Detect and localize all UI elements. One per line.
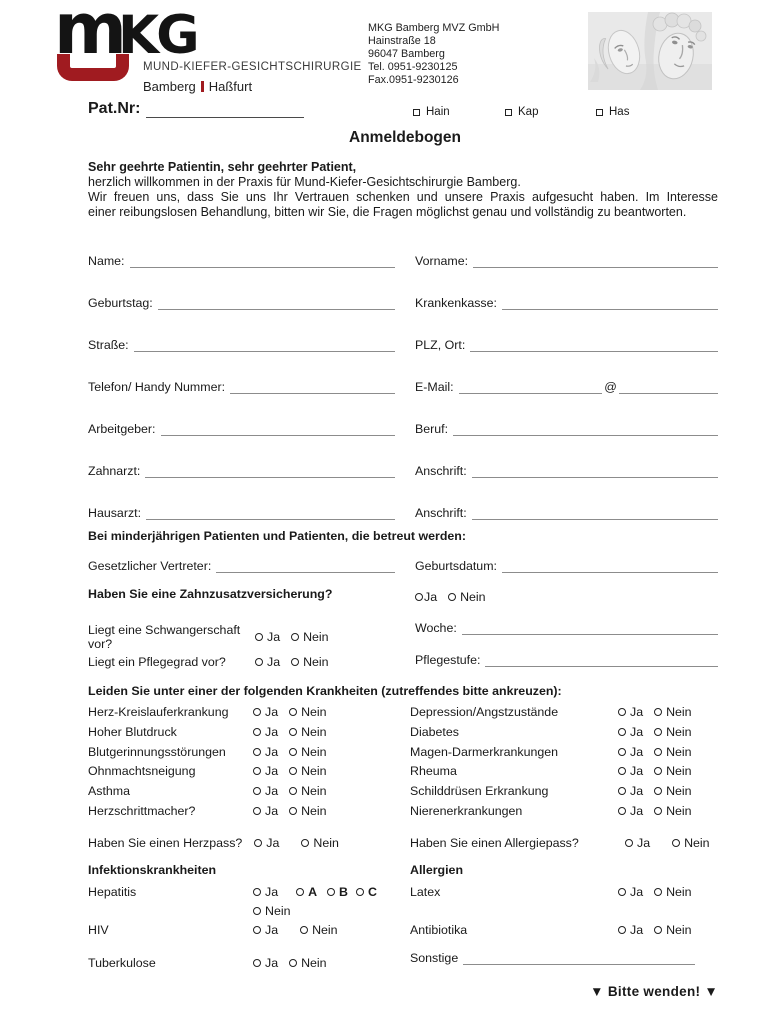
kap-checkbox[interactable]: [505, 109, 512, 116]
ja-label: Ja: [630, 705, 644, 719]
plz-ort-input-line[interactable]: [470, 338, 718, 352]
radio-nein[interactable]: [654, 787, 662, 795]
care-grade-radios: [255, 655, 329, 669]
nein-label: Nein: [301, 725, 327, 739]
location-option-hain: [413, 106, 450, 118]
ja-label: Ja: [630, 804, 644, 818]
field-row-zahnarzt: [88, 460, 718, 478]
disease-label: Ohnmachtsneigung: [88, 764, 196, 778]
care-grade-question: Liegt ein Pflegegrad vor?: [88, 655, 226, 669]
vorname-input-line[interactable]: [473, 254, 718, 268]
disease-label: Herz-Kreislauferkrankung: [88, 705, 229, 719]
field-row-geburtstag: [88, 292, 718, 310]
address-line: 96047 Bamberg: [368, 48, 445, 60]
dental-insurance-question: Haben Sie eine Zahnzusatzversicherung?: [88, 587, 333, 601]
ja-nein-radios: [253, 725, 410, 739]
ja-label: Ja: [630, 764, 644, 778]
nein-label: Nein: [312, 923, 338, 937]
ja-nein-radios: [625, 836, 718, 850]
zahnarzt-input-line[interactable]: [145, 464, 395, 478]
telefon-label: Telefon/ Handy Nummer:: [88, 380, 226, 394]
field-row-hausarzt: [88, 502, 718, 520]
pflegestufe-label: Pflegestufe:: [415, 653, 481, 667]
hiv-row: [88, 923, 718, 937]
hepatitis-type-b-label: B: [339, 885, 348, 899]
radio-ja[interactable]: [618, 767, 626, 775]
pregnancy-radios: [255, 630, 329, 644]
nein-label: Nein: [301, 705, 327, 719]
nein-label: Nein: [684, 836, 710, 850]
nein-label: Nein: [666, 804, 692, 818]
radio-ja[interactable]: [618, 888, 626, 896]
radio-ja[interactable]: [415, 593, 423, 601]
disease-label: Rheuma: [410, 764, 457, 778]
ja-nein-radios: [618, 705, 718, 719]
ja-label: Ja: [424, 590, 438, 604]
intro-line: einer reibungslosen Behandlung, bitten wir Sie, die Fragen möglichst genau und vollständig zu beantworten.: [88, 205, 687, 219]
ja-nein-radios: [618, 745, 718, 759]
logo-subtitle: MUND-KIEFER-GESICHTSCHIRURGIE: [143, 61, 362, 73]
email-label: E-Mail:: [415, 380, 454, 394]
ja-label: Ja: [265, 764, 279, 778]
beruf-input-line[interactable]: [453, 422, 718, 436]
email-local-input-line[interactable]: [459, 380, 603, 394]
intro-line: herzlich willkommen in der Praxis für Mund-Kiefer-Gesichtschirurgie Bamberg.: [88, 175, 521, 189]
ja-label: Ja: [266, 836, 280, 850]
ja-label: Ja: [265, 804, 279, 818]
ja-nein-radios: [253, 764, 410, 778]
practice-address: [368, 22, 499, 87]
radio-nein[interactable]: [654, 748, 662, 756]
patnr-row: [88, 100, 304, 118]
nein-label: Nein: [666, 885, 692, 899]
pflegestufe-input-line[interactable]: [485, 653, 718, 667]
radio-hepatitis-a[interactable]: [296, 888, 304, 896]
krankenkasse-input-line[interactable]: [502, 296, 718, 310]
arbeitgeber-input-line[interactable]: [161, 422, 395, 436]
disease-label: Nierenerkrankungen: [410, 804, 523, 818]
field-row-pflegestufe: [415, 649, 718, 667]
logo-city-separator: [201, 81, 204, 92]
disease-row: [88, 745, 718, 759]
allergies-heading: Allergien: [410, 863, 464, 877]
radio-nein[interactable]: [289, 767, 297, 775]
nein-label: Nein: [265, 904, 291, 918]
diseases-heading: Leiden Sie unter einer der folgenden Krankheiten (zutreffendes bitte ankreuzen):: [88, 684, 562, 698]
nein-label: Nein: [301, 764, 327, 778]
radio-nein[interactable]: [291, 633, 299, 641]
nein-label: Nein: [460, 590, 486, 604]
radio-nein[interactable]: [301, 839, 309, 847]
dental-insurance-radios: [415, 590, 486, 604]
geburtsdatum-label: Geburtsdatum:: [415, 559, 497, 573]
radio-ja[interactable]: [618, 748, 626, 756]
telefon-input-line[interactable]: [230, 380, 395, 394]
nein-label: Nein: [666, 784, 692, 798]
geburtstag-input-line[interactable]: [158, 296, 395, 310]
ja-nein-radios: [253, 745, 410, 759]
ja-label: Ja: [637, 836, 651, 850]
ja-label: Ja: [630, 725, 644, 739]
nein-label: Nein: [301, 745, 327, 759]
passes-row: [88, 836, 718, 850]
radio-ja[interactable]: [618, 926, 626, 934]
hepatitis-type-c-label: C: [368, 885, 377, 899]
ja-label: Ja: [265, 705, 279, 719]
intro-salutation: Sehr geehrte Patientin, sehr geehrter Patient,: [88, 160, 357, 174]
ja-nein-radios: [253, 784, 410, 798]
disease-row: [88, 725, 718, 739]
radio-nein[interactable]: [654, 767, 662, 775]
radio-nein[interactable]: [289, 708, 297, 716]
radio-ja[interactable]: [253, 748, 261, 756]
logo-kg-letters: KG: [118, 8, 197, 60]
heart-pass-group: [88, 836, 410, 850]
has-checkbox[interactable]: [596, 109, 603, 116]
strasse-label: Straße:: [88, 338, 129, 352]
zahnarzt-label: Zahnarzt:: [88, 464, 141, 478]
radio-nein[interactable]: [289, 959, 297, 967]
strasse-input-line[interactable]: [134, 338, 395, 352]
allergy-pass-question: Haben Sie einen Allergiepass?: [410, 836, 579, 850]
radio-nein[interactable]: [291, 658, 299, 666]
field-row-telefon-email: [88, 376, 718, 394]
ja-label: Ja: [630, 745, 644, 759]
radio-ja[interactable]: [255, 633, 263, 641]
nein-label: Nein: [666, 705, 692, 719]
nein-label: Nein: [666, 764, 692, 778]
radio-hepatitis-c[interactable]: [356, 888, 364, 896]
pregnancy-row: [88, 623, 329, 651]
address-line: Fax.0951-9230126: [368, 74, 459, 86]
woche-label: Woche:: [415, 621, 457, 635]
disease-label: Depression/Angstzustände: [410, 705, 559, 719]
ja-nein-radios: [618, 885, 718, 899]
logo-red-u-mark: [57, 54, 129, 81]
page-title: Anmeldebogen: [349, 129, 461, 146]
vertreter-input-line[interactable]: [216, 559, 395, 573]
address-line: Hainstraße 18: [368, 35, 436, 47]
tuberculosis-row: [88, 956, 718, 970]
email-at-sign: @: [604, 380, 617, 394]
ja-label: Ja: [265, 923, 279, 937]
disease-label: Diabetes: [410, 725, 459, 739]
nein-label: Nein: [301, 804, 327, 818]
arbeitgeber-label: Arbeitgeber:: [88, 422, 156, 436]
ja-nein-radios: [618, 923, 718, 937]
beruf-label: Beruf:: [415, 422, 449, 436]
radio-ja[interactable]: [253, 728, 261, 736]
logo-city-left: Bamberg: [143, 79, 196, 94]
disease-row: [88, 764, 718, 778]
radio-ja[interactable]: [254, 839, 262, 847]
geburtstag-label: Geburtstag:: [88, 296, 153, 310]
turn-page-note: ▼ Bitte wenden! ▼: [590, 984, 718, 999]
nein-label: Nein: [666, 923, 692, 937]
disease-label: Schilddrüsen Erkrankung: [410, 784, 549, 798]
geburtsdatum-input-line[interactable]: [502, 559, 718, 573]
disease-label: Hoher Blutdruck: [88, 725, 177, 739]
ja-label: Ja: [267, 655, 281, 669]
radio-nein[interactable]: [289, 787, 297, 795]
radio-ja[interactable]: [253, 959, 261, 967]
ja-nein-radios: [253, 705, 410, 719]
name-label: Name:: [88, 254, 125, 268]
ja-label: Ja: [265, 784, 279, 798]
disease-row: [88, 804, 718, 818]
mkg-logo: [54, 8, 224, 60]
hausarzt-anschrift-label: Anschrift:: [415, 506, 467, 520]
ja-label: Ja: [630, 885, 644, 899]
radio-ja[interactable]: [618, 728, 626, 736]
field-row-arbeitgeber: [88, 418, 718, 436]
name-input-line[interactable]: [130, 254, 396, 268]
disease-label: Magen-Darmerkrankungen: [410, 745, 559, 759]
ja-label: Ja: [630, 784, 644, 798]
ja-nein-radios: [618, 804, 718, 818]
infections-heading: Infektionskrankheiten: [88, 863, 217, 877]
ja-label: Ja: [265, 725, 279, 739]
vertreter-label: Gesetzlicher Vertreter:: [88, 559, 212, 573]
ja-label: Ja: [265, 885, 279, 899]
hepatitis-row: [88, 885, 718, 899]
sonstige-label: Sonstige: [410, 951, 459, 965]
logo-city-right: Haßfurt: [208, 79, 253, 94]
ja-label: Ja: [630, 923, 644, 937]
ja-nein-radios: [618, 764, 718, 778]
hausarzt-input-line[interactable]: [146, 506, 395, 520]
ja-nein-radios: [253, 923, 410, 937]
radio-nein[interactable]: [654, 708, 662, 716]
vorname-label: Vorname:: [415, 254, 469, 268]
radio-ja[interactable]: [253, 807, 261, 815]
ja-nein-radios: [618, 784, 718, 798]
minors-heading: Bei minderjährigen Patienten und Patienten, die betreut werden:: [88, 529, 466, 543]
ja-label: Ja: [265, 956, 279, 970]
hausarzt-label: Hausarzt:: [88, 506, 142, 520]
hain-label: Hain: [426, 106, 450, 118]
field-row-name: [88, 250, 718, 268]
pregnancy-question: Liegt eine Schwangerschaft vor?: [88, 623, 241, 651]
logo-cities: [143, 79, 252, 94]
nein-label: Nein: [666, 725, 692, 739]
field-row-vertreter: [88, 555, 718, 573]
radio-nein[interactable]: [654, 728, 662, 736]
radio-ja[interactable]: [618, 787, 626, 795]
radio-nein[interactable]: [253, 907, 261, 915]
nein-label: Nein: [303, 655, 329, 669]
logo-m-letter: m: [54, 8, 127, 60]
ja-label: Ja: [267, 630, 281, 644]
radio-nein[interactable]: [300, 926, 308, 934]
nein-label: Nein: [301, 784, 327, 798]
patnr-label: Pat.Nr:: [88, 100, 141, 117]
radio-nein[interactable]: [654, 888, 662, 896]
nein-label: Nein: [313, 836, 339, 850]
radio-ja[interactable]: [253, 926, 261, 934]
nein-label: Nein: [301, 956, 327, 970]
zahnarzt-anschrift-label: Anschrift:: [415, 464, 467, 478]
disease-label: Blutgerinnungsstörungen: [88, 745, 226, 759]
address-line: MKG Bamberg MVZ GmbH: [368, 22, 500, 34]
woche-input-line[interactable]: [462, 621, 718, 635]
radio-hepatitis-b[interactable]: [327, 888, 335, 896]
nein-label: Nein: [666, 745, 692, 759]
plz-ort-label: PLZ, Ort:: [415, 338, 466, 352]
hepatitis-label: Hepatitis: [88, 885, 137, 899]
radio-ja[interactable]: [625, 839, 633, 847]
ja-nein-radios: [253, 956, 410, 970]
ja-label: Ja: [265, 745, 279, 759]
hepatitis-radios: [253, 885, 410, 899]
patnr-input-line[interactable]: [146, 100, 304, 118]
radio-nein[interactable]: [654, 926, 662, 934]
location-option-kap: [505, 106, 538, 118]
intro-line: Wir freuen uns, dass Sie uns Ihr Vertrauen schenken und unsere Praxis aufgesucht haben. Im Interesse: [88, 190, 718, 204]
heart-pass-question: Haben Sie einen Herzpass?: [88, 836, 243, 850]
radio-nein[interactable]: [672, 839, 680, 847]
hain-checkbox[interactable]: [413, 109, 420, 116]
radio-nein[interactable]: [448, 593, 456, 601]
radio-nein[interactable]: [654, 807, 662, 815]
radio-ja[interactable]: [253, 787, 261, 795]
tuberculosis-label: Tuberkulose: [88, 956, 156, 970]
sculpture-image: [588, 12, 712, 90]
disease-row: [88, 705, 718, 719]
radio-nein[interactable]: [289, 728, 297, 736]
hepatitis-nein-option: [253, 904, 290, 918]
email-domain-input-line[interactable]: [619, 380, 718, 394]
krankenkasse-label: Krankenkasse:: [415, 296, 497, 310]
disease-label: Herzschrittmacher?: [88, 804, 196, 818]
radio-ja[interactable]: [618, 708, 626, 716]
address-line: Tel. 0951-9230125: [368, 61, 458, 73]
radio-ja[interactable]: [618, 807, 626, 815]
field-row-strasse: [88, 334, 718, 352]
ja-nein-radios: [254, 836, 339, 850]
zahnarzt-anschrift-input-line[interactable]: [472, 464, 718, 478]
ja-nein-radios: [253, 804, 410, 818]
hiv-label: HIV: [88, 923, 109, 937]
intro-text: [88, 160, 718, 220]
radio-nein[interactable]: [289, 748, 297, 756]
disease-row: [88, 784, 718, 798]
location-option-has: [596, 106, 629, 118]
radio-nein[interactable]: [289, 807, 297, 815]
radio-ja[interactable]: [253, 767, 261, 775]
latex-label: Latex: [410, 885, 441, 899]
ja-nein-radios: [618, 725, 718, 739]
has-label: Has: [609, 106, 630, 118]
radio-ja[interactable]: [255, 658, 263, 666]
radio-ja[interactable]: [253, 888, 261, 896]
field-row-woche: [415, 617, 718, 635]
kap-label: Kap: [518, 106, 539, 118]
disease-label: Asthma: [88, 784, 131, 798]
radio-ja[interactable]: [253, 708, 261, 716]
antibiotics-label: Antibiotika: [410, 923, 468, 937]
hausarzt-anschrift-input-line[interactable]: [472, 506, 718, 520]
hepatitis-type-a-label: A: [308, 885, 318, 899]
care-grade-row: [88, 655, 329, 669]
nein-label: Nein: [303, 630, 329, 644]
